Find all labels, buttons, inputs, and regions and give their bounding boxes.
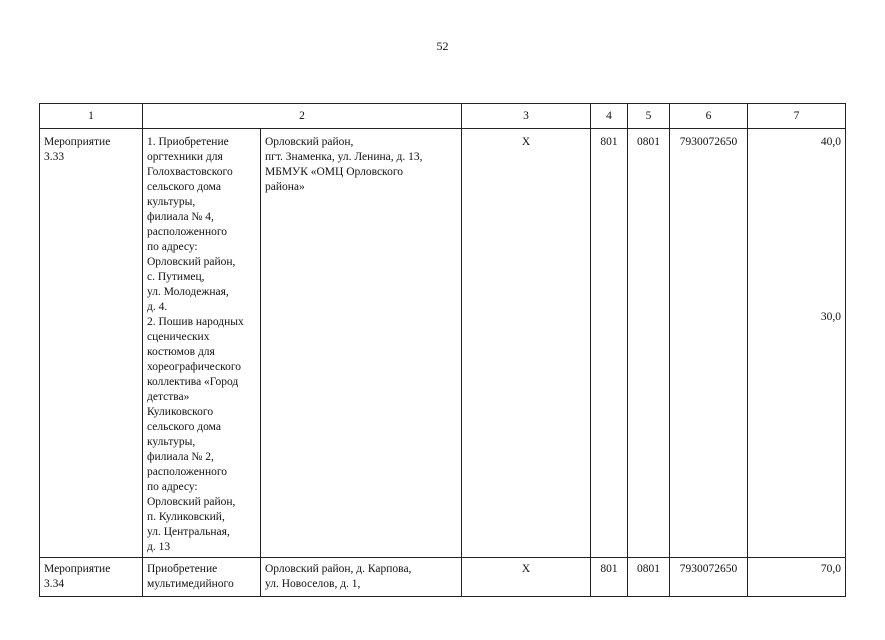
- col6-cell: 7930072650: [670, 129, 748, 558]
- description-line: костюмов для: [147, 346, 215, 358]
- description-line: Орловский район,: [147, 256, 236, 268]
- event-label: Мероприятие: [44, 563, 111, 575]
- description-line: филиала № 2,: [147, 451, 214, 463]
- event-cell: [40, 129, 143, 558]
- event-number: 3.33: [44, 151, 65, 163]
- event-number: 3.34: [44, 578, 65, 590]
- col3-cell: Х: [462, 558, 591, 597]
- header-cell-3: 3: [462, 104, 591, 129]
- description-line: д. 13: [147, 541, 171, 553]
- header-cell-1: 1: [40, 104, 143, 129]
- description-line: Приобретение: [147, 563, 218, 575]
- col4-cell: 801: [591, 558, 628, 597]
- col6-cell: 7930072650: [670, 558, 748, 597]
- address-cell: [261, 129, 462, 558]
- description-line: хореографического: [147, 361, 242, 373]
- col4-cell: 801: [591, 129, 628, 558]
- amount-value: 40,0: [820, 136, 841, 148]
- description-line: 2. Пошив народных: [147, 316, 244, 328]
- amount-value: 70,0: [820, 563, 841, 575]
- description-line: Голохвастовского: [147, 166, 233, 178]
- address-cell: [261, 558, 462, 597]
- table-row: [40, 558, 846, 597]
- address-line: ул. Новоселов, д. 1,: [265, 578, 361, 590]
- description-line: по адресу:: [147, 241, 198, 253]
- budget-table: [39, 103, 846, 597]
- description-line: культуры,: [147, 436, 196, 448]
- description-cell: [143, 129, 261, 558]
- event-cell: [40, 558, 143, 597]
- description-line: 1. Приобретение: [147, 136, 229, 148]
- header-cell-7: 7: [748, 104, 846, 129]
- description-line: п. Куликовский,: [147, 511, 225, 523]
- description-line: оргтехники для: [147, 151, 223, 163]
- description-line: ул. Молодежная,: [147, 286, 229, 298]
- description-line: Куликовского: [147, 406, 214, 418]
- col7-cell: [748, 129, 846, 558]
- description-line: детства»: [147, 391, 190, 403]
- description-line: сельского дома: [147, 421, 221, 433]
- description-line: сценических: [147, 331, 210, 343]
- header-cell-6: 6: [670, 104, 748, 129]
- description-line: ул. Центральная,: [147, 526, 230, 538]
- address-line: района»: [265, 181, 305, 193]
- header-cell-2: 2: [143, 104, 462, 129]
- description-line: расположенного: [147, 226, 228, 238]
- description-line: с. Путимец,: [147, 271, 205, 283]
- address-line: Орловский район,: [265, 136, 354, 148]
- table-row: [40, 129, 846, 558]
- description-line: д. 4.: [147, 301, 168, 313]
- description-line: культуры,: [147, 196, 196, 208]
- header-row: [40, 104, 846, 129]
- description-line: коллектива «Город: [147, 376, 239, 388]
- event-label: Мероприятие: [44, 136, 111, 148]
- page-number: 52: [436, 39, 449, 53]
- description-line: филиала № 4,: [147, 211, 214, 223]
- header-cell-4: 4: [591, 104, 628, 129]
- description-line: расположенного: [147, 466, 228, 478]
- amount-value: 30,0: [820, 311, 841, 323]
- header-cell-5: 5: [628, 104, 670, 129]
- description-line: сельского дома: [147, 181, 221, 193]
- address-line: пгт. Знаменка, ул. Ленина, д. 13,: [265, 151, 423, 163]
- description-line: мультимедийного: [147, 578, 234, 590]
- description-line: по адресу:: [147, 481, 198, 493]
- col5-cell: 0801: [628, 129, 670, 558]
- col7-cell: [748, 558, 846, 597]
- description-line: Орловский район,: [147, 496, 236, 508]
- address-line: МБМУК «ОМЦ Орловского: [265, 166, 403, 178]
- address-line: Орловский район, д. Карпова,: [265, 563, 412, 575]
- col3-cell: Х: [462, 129, 591, 558]
- description-cell: [143, 558, 261, 597]
- col5-cell: 0801: [628, 558, 670, 597]
